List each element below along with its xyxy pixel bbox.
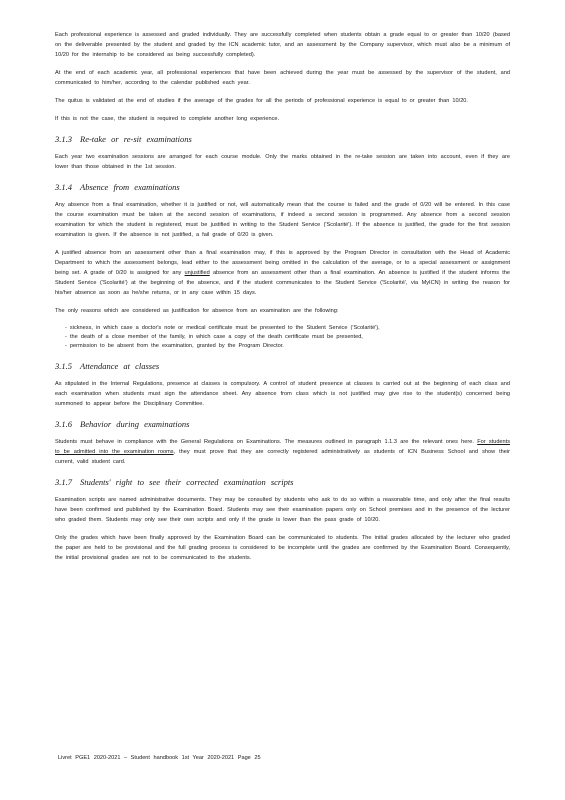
section-heading-3-1-5	[55, 361, 510, 371]
reasons-list	[55, 324, 510, 351]
paragraph: Each professional experience is assessed and graded individually. They are successfully completed when students obtain a grade equal to or greater than 10/20 (based on the deliverable presented by the student and graded by the ICN academic tutor, and an assessment by the Company supervisor, which must also be a minimum of 10/20 for the internship to be considered as being successfully completed).	[55, 32, 510, 58]
text-run: A justified absence from an assessment other than a final examination may, if this is approved by the Program Director in consultation with the Head of Academic Department to which the assessment belongs, lead either to the assessment being omitted in the calculation of the average, or to a special assessment or assignment being set. A grade of 0/20 is assigned for any	[55, 250, 510, 276]
section-number: 3.1.4	[55, 182, 72, 192]
section-title: Students' right to see their corrected examination scripts	[80, 477, 294, 487]
document-page	[55, 30, 510, 571]
paragraph: Each year two examination sessions are arranged for each course module. Only the marks obtained in the re-take session are taken into account, even if they are lower than those obtained in the 1st session.	[55, 154, 510, 170]
section-title: Attendance at classes	[80, 361, 160, 371]
paragraph: Only the grades which have been finally approved by the Examination Board can be communicated to students. The initial grades allocated by the lecturer who graded the paper are held to be provisional and the full grading process is considered to be incomplete until the grades are confirmed by the Examination Board. Consequently, the initial provisional grades are not to be communicated to the students.	[55, 535, 510, 561]
section-heading-3-1-7	[55, 477, 510, 487]
list-item: - permission to be absent from the examination, granted by the Program Director.	[65, 342, 510, 351]
paragraph: The quitus is validated at the end of studies if the average of the grades for all the periods of professional experience is equal to or greater than 10/20.	[55, 98, 468, 104]
text-run: , they must prove that they are correctly registered administratively as students of ICN Business School and show their current, valid student card.	[55, 449, 510, 465]
underlined-text: unjustified	[184, 270, 210, 276]
section-number: 3.1.6	[55, 419, 72, 429]
paragraph: As stipulated in the Internal Regulations, presence at classes is compulsory. A control of student presence at classes is carried out at the beginning of each class and each examination when students must sign the attendance sheet. Any absence from class which is not justified may give rise to the student(s) concerned being summoned to appear before the Disciplinary Committee.	[55, 381, 510, 407]
paragraph	[55, 248, 510, 298]
paragraph: If this is not the case, the student is required to complete another long experience.	[55, 116, 280, 122]
page-footer: Livret PGE1 2020-2021 – Student handbook 1st Year 2020-2021 Page 25	[58, 755, 261, 761]
section-title: Re-take or re-sit examinations	[80, 134, 192, 144]
list-item: - the death of a close member of the family, in which case a copy of the death certificate must be presented,	[65, 333, 510, 342]
section-number: 3.1.5	[55, 361, 72, 371]
underlined-text: For students to be admitted into the examination rooms	[55, 439, 511, 455]
section-title: Behavior during examinations	[80, 419, 190, 429]
paragraph: The only reasons which are considered as justification for absence from an examination are the following:	[55, 308, 339, 314]
list-item: - sickness, in which case a doctor's note or medical certificate must be presented to the Student Service ('Scolarité'),	[65, 324, 510, 333]
section-title: Absence from examinations	[80, 182, 180, 192]
section-heading-3-1-6	[55, 419, 510, 429]
paragraph: Any absence from a final examination, whether it is justified or not, will automatically mean that the course is failed and the grade of 0/20 will be entered. In this case the course examination must be taken at the second session of examinations, if indeed a second session is programmed. Any absence from a second session examination for which the student is registered, must be justified in writing to the Student Service ('Scolarité'). If the absence is justified, the grade for the first session examination is given. If the absence is not justified, a fail grade of 0/20 is given.	[55, 202, 510, 238]
section-heading-3-1-4	[55, 182, 510, 192]
paragraph: At the end of each academic year, all professional experiences that have been achieved during the year must be assessed by the supervisor of the student, and communicated to him/her, according to the calendar published each year.	[55, 70, 510, 86]
paragraph: Examination scripts are named administrative documents. They may be consulted by students who ask to do so within a reasonable time, and only after the final results have been confirmed and published by the Examination Board. Students may see their examination papers only on School premises and in the presence of the lecturer who graded them. Students may only see their own scripts and only if the grade is lower than the pass grade of 10/20.	[55, 497, 510, 523]
text-run: Students must behave in compliance with the General Regulations on Examinations. The measures outlined in paragraph 1.1.3 are the relevant ones here.	[55, 439, 478, 445]
text-run: absence from an assessment other than a final examination. An absence is justified if the student informs the Student Service ('Scolarité') at the beginning of the absence, and if the student communicates to the Student Service ('Scolarité', via MyICN) in writing the reason for his/her absence as soon as he/she returns, or in any case within 15 days.	[55, 270, 510, 296]
section-number: 3.1.3	[55, 134, 72, 144]
section-heading-3-1-3	[55, 134, 510, 144]
section-number: 3.1.7	[55, 477, 72, 487]
paragraph	[55, 437, 510, 467]
